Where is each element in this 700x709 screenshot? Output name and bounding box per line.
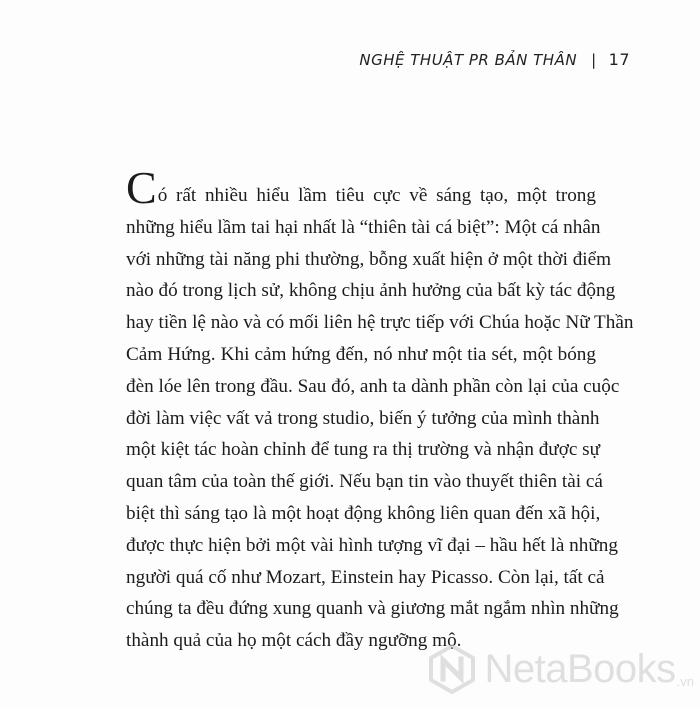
text-line-4: nào đó trong lịch sử, không chịu ảnh hưởng của bất kỳ tác động bbox=[126, 280, 616, 302]
watermark-suffix: .vn bbox=[676, 674, 694, 689]
text-line-9: một kiệt tác hoàn chỉnh để tung ra thị trường và nhận được sự bbox=[126, 439, 601, 461]
netabooks-logo-icon bbox=[426, 643, 478, 695]
text-line-15: thành quả của họ một cách đầy ngưỡng mộ. bbox=[126, 630, 462, 652]
text-line-2: những hiểu lầm tai hại nhất là “thiên tài cá biệt”: Một cá nhân bbox=[126, 216, 601, 238]
netabooks-watermark bbox=[426, 643, 694, 695]
text-line-12: được thực hiện bởi một vài hình tượng vĩ đại – hầu hết là những bbox=[126, 534, 618, 556]
header-separator: | bbox=[591, 50, 597, 69]
text-line-6: Cảm Hứng. Khi cảm hứng đến, nó như một tia sét, một bóng bbox=[126, 343, 596, 365]
text-line-7: đèn lóe lên trong đầu. Sau đó, anh ta dành phần còn lại của cuộc bbox=[126, 375, 620, 397]
text-line-13: người quá cố như Mozart, Einstein hay Picasso. Còn lại, tất cả bbox=[126, 566, 605, 588]
text-line-5: hay tiền lệ nào và có mối liên hệ trực tiếp với Chúa hoặc Nữ Thần bbox=[126, 312, 634, 334]
running-header bbox=[359, 50, 630, 69]
text-line-14: chúng ta đều đứng xung quanh và giương mắt ngắm nhìn những bbox=[126, 598, 619, 620]
drop-cap: C bbox=[126, 162, 157, 213]
text-line-11: biệt thì sáng tạo là một hoạt động không liên quan đến xã hội, bbox=[126, 502, 601, 524]
text-line-3: với những tài năng phi thường, bỗng xuất hiện ở một thời điểm bbox=[126, 248, 612, 270]
text-line-1: Có rất nhiều hiểu lầm tiêu cực về sáng tạo, một trong bbox=[126, 162, 596, 213]
watermark-text: NetaBooks bbox=[484, 646, 676, 691]
text-line-8: đời làm việc vất vả trong studio, biến ý tưởng của mình thành bbox=[126, 407, 600, 429]
book-title: NGHỆ THUẬT PR BẢN THÂN bbox=[359, 50, 578, 69]
body-paragraph bbox=[126, 162, 634, 657]
text-line-10: quan tâm của toàn thế giới. Nếu bạn tin vào thuyết thiên tài cá bbox=[126, 471, 603, 493]
page-number: 17 bbox=[608, 50, 630, 69]
